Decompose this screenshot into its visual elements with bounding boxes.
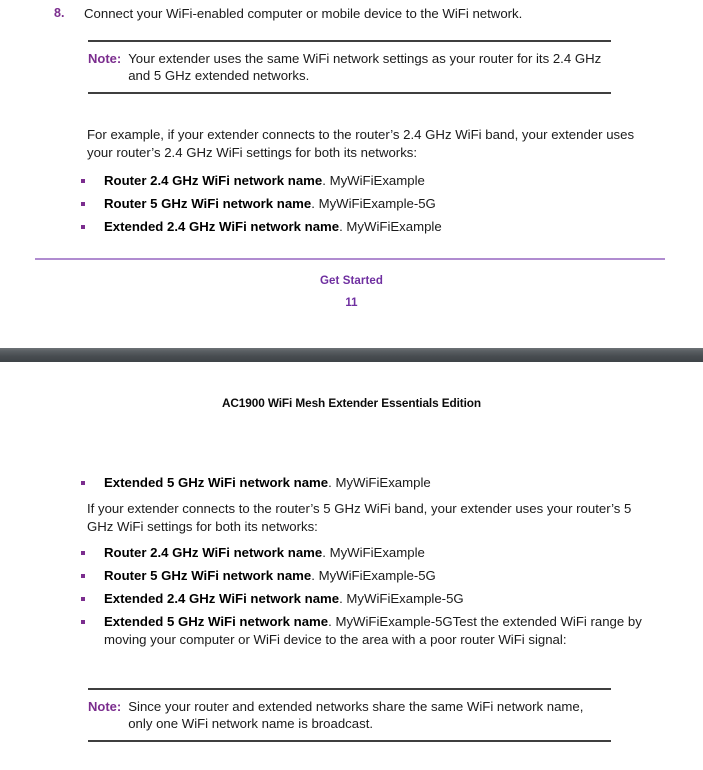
list-item-content — [104, 567, 436, 585]
list-item-term: Extended 5 GHz WiFi network name — [104, 475, 329, 490]
footer-page-number: 11 — [345, 297, 358, 309]
note-callout-bottom — [88, 688, 611, 742]
network-name-list-5ghz — [78, 544, 678, 654]
list-item-term: Extended 2.4 GHz WiFi network name — [104, 591, 340, 606]
list-item-value: . MyWiFiExample-5G — [339, 591, 464, 606]
list-item-value: . MyWiFiExample — [328, 475, 431, 490]
list-item-content — [104, 613, 678, 649]
list-item-value: . MyWiFiExample — [322, 545, 425, 560]
note-label: Note: — [88, 51, 122, 66]
note-rule-bottom — [88, 92, 611, 94]
step-text: Connect your WiFi-enabled computer or mobile device to the WiFi network. — [84, 6, 523, 21]
list-item-term: Extended 5 GHz WiFi network name — [104, 614, 329, 629]
example-paragraph: For example, if your extender connects to the router’s 2.4 GHz WiFi band, your extender uses your router’s 2.4 GHz WiFi settings for both its networks: — [87, 127, 635, 160]
list-item-value: . MyWiFiExample — [339, 219, 442, 234]
list-item-content — [104, 590, 464, 608]
note-body — [88, 42, 611, 92]
list-item-content — [104, 172, 425, 190]
list-item — [78, 195, 678, 213]
note-text: Since your router and extended networks share the same WiFi network name, only one WiFi network name is broadcast. — [128, 699, 584, 731]
list-item-term: Extended 2.4 GHz WiFi network name — [104, 219, 340, 234]
bullet-square-icon — [78, 567, 104, 585]
bullet-square-icon — [78, 474, 104, 492]
page-separator-band — [0, 348, 703, 362]
page-11 — [0, 0, 703, 348]
note-callout-top — [88, 40, 611, 94]
list-item-term: Router 2.4 GHz WiFi network name — [104, 545, 323, 560]
fiveghz-paragraph: If your extender connects to the router’s 5 GHz WiFi band, your extender uses your router’s 5 GHz WiFi settings for both its networks: — [87, 501, 632, 534]
bullet-square-icon — [78, 544, 104, 562]
list-item-content — [104, 544, 425, 562]
numbered-step-8 — [54, 5, 674, 22]
list-item — [78, 567, 678, 585]
list-item-value: . MyWiFiExample-5GTest the extended WiFi range by moving your computer or WiFi device to the area with a poor router WiFi signal: — [104, 614, 642, 647]
note-text: Your extender uses the same WiFi network settings as your router for its 2.4 GHz and 5 GHz extended networks. — [128, 51, 602, 83]
note-rule-bottom — [88, 740, 611, 742]
running-header-title: AC1900 WiFi Mesh Extender Essentials Edition — [221, 396, 482, 410]
list-item — [78, 544, 678, 562]
bullet-square-icon — [78, 590, 104, 608]
list-item-value: . MyWiFiExample-5G — [311, 568, 436, 583]
list-item — [78, 218, 678, 236]
list-item-term: Router 5 GHz WiFi network name — [104, 568, 312, 583]
list-item-term: Router 5 GHz WiFi network name — [104, 196, 312, 211]
list-item — [78, 590, 678, 608]
footer-section-title: Get Started — [319, 275, 384, 287]
footer-rule — [35, 258, 665, 260]
bullet-square-icon — [78, 195, 104, 213]
note-label: Note: — [88, 699, 122, 714]
note-body — [88, 690, 611, 740]
list-item-term: Router 2.4 GHz WiFi network name — [104, 173, 323, 188]
list-item — [78, 172, 678, 190]
list-item-value: . MyWiFiExample-5G — [311, 196, 436, 211]
list-item-content — [104, 195, 436, 213]
list-item — [78, 613, 678, 649]
network-name-list-carryover — [78, 474, 678, 497]
bullet-square-icon — [78, 172, 104, 190]
bullet-square-icon — [78, 218, 104, 236]
list-item — [78, 474, 678, 492]
list-item-content — [104, 474, 431, 492]
bullet-square-icon — [78, 613, 104, 631]
step-number: 8. — [54, 6, 65, 20]
network-name-list-24ghz — [78, 172, 678, 241]
list-item-content — [104, 218, 442, 236]
list-item-value: . MyWiFiExample — [322, 173, 425, 188]
